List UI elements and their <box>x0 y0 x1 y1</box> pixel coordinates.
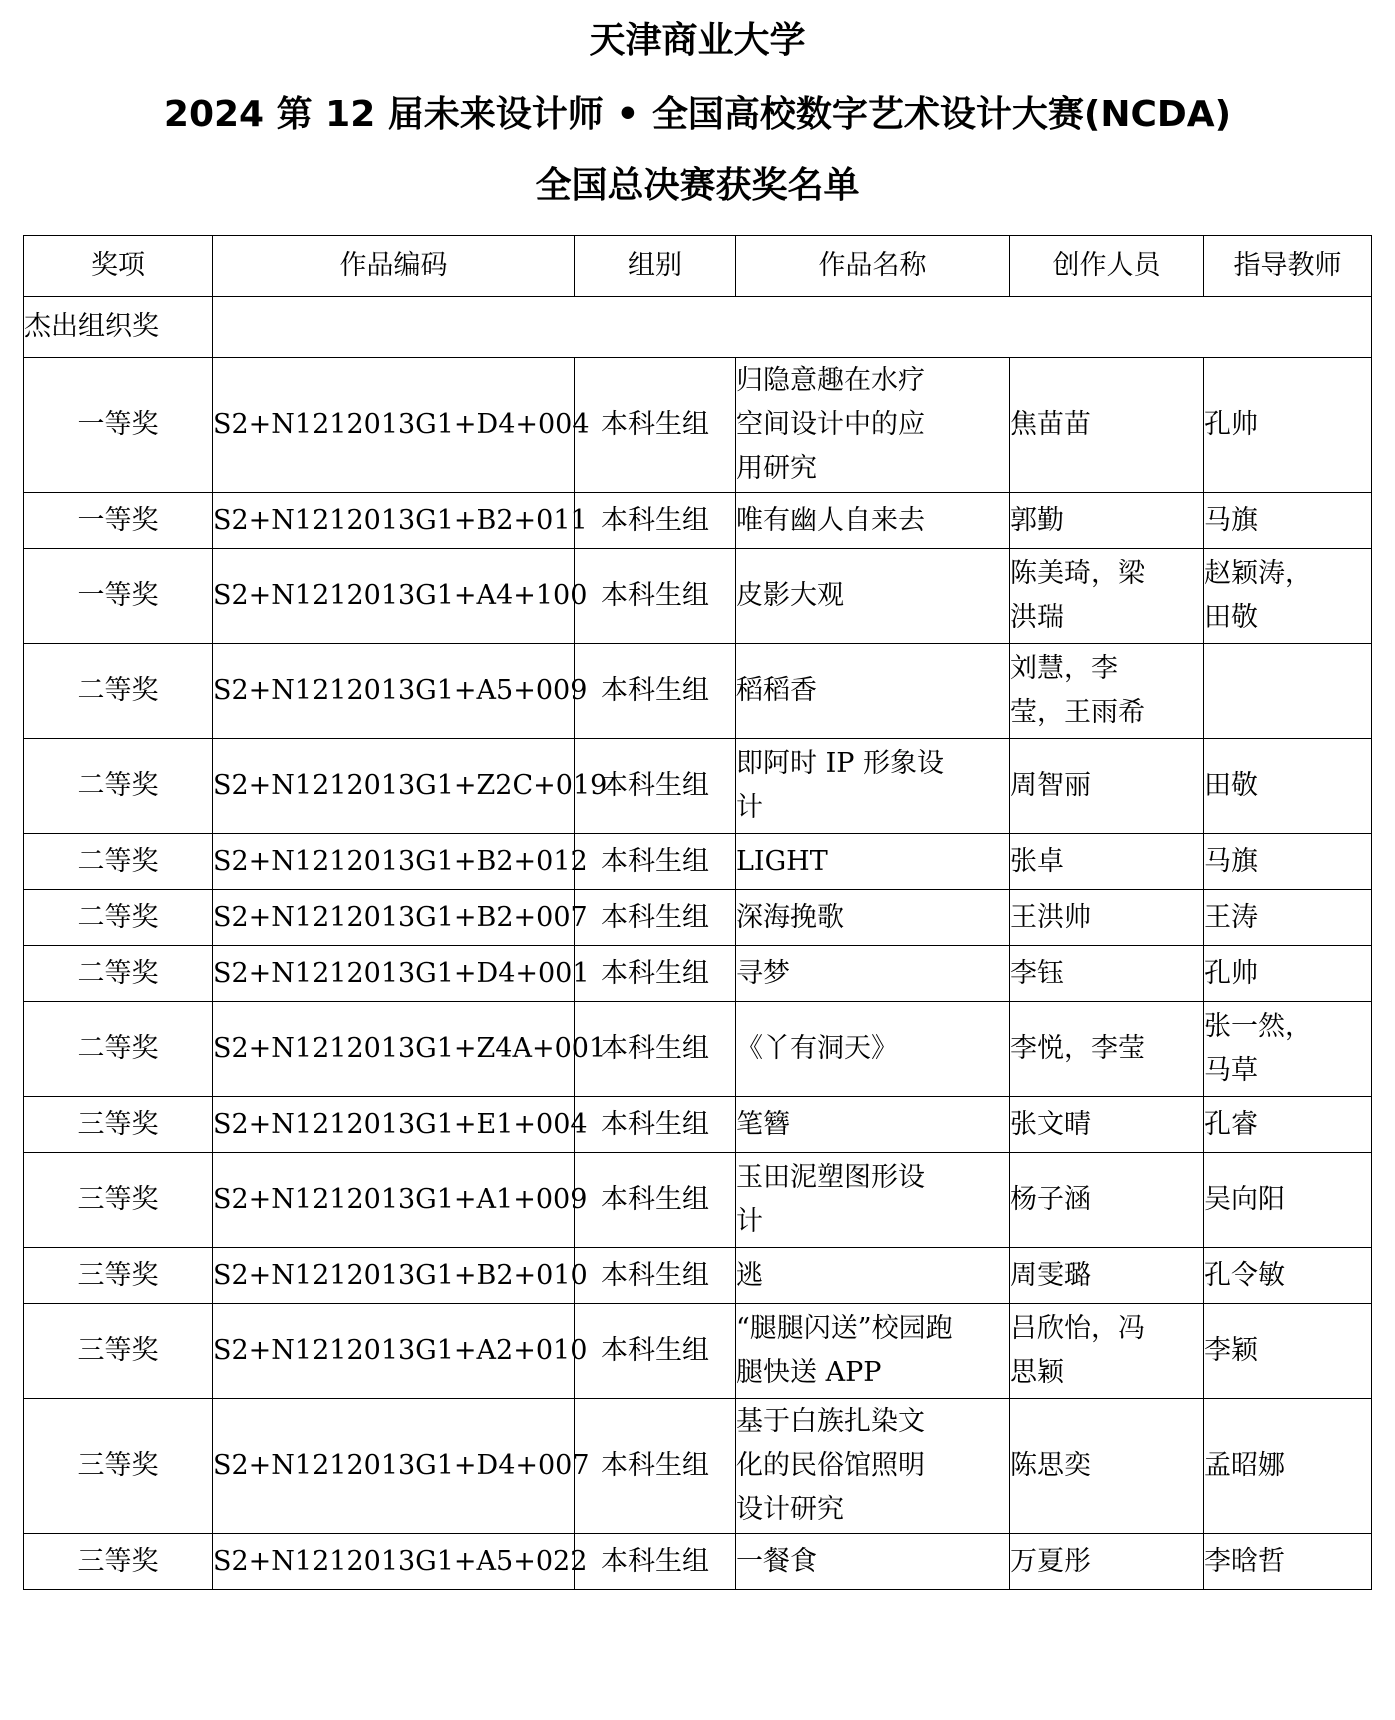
code-cell: S2+N1212013G1+E1+004 <box>213 1097 575 1153</box>
work-name-cell-line: 空间设计中的应 <box>736 409 925 440</box>
work-name-cell <box>736 549 1010 644</box>
table-row <box>24 1248 1372 1304</box>
column-header-work-name: 作品名称 <box>736 236 1010 297</box>
work-name-cell <box>736 1002 1010 1097</box>
teachers-cell-line: 田敬 <box>1204 602 1258 633</box>
creators-cell <box>1010 1153 1204 1248</box>
teachers-cell-line: 马草 <box>1204 1055 1258 1086</box>
award-cell: 三等奖 <box>24 1534 213 1590</box>
work-name-cell-line: 用研究 <box>736 453 817 484</box>
creators-cell <box>1010 493 1204 549</box>
creators-cell <box>1010 549 1204 644</box>
table-row <box>24 890 1372 946</box>
code-cell: S2+N1212013G1+B2+007 <box>213 890 575 946</box>
table-row <box>24 358 1372 493</box>
code-cell: S2+N1212013G1+B2+011 <box>213 493 575 549</box>
group-cell: 本科生组 <box>575 493 736 549</box>
creators-cell <box>1010 946 1204 1002</box>
creators-cell-line: 杨子涵 <box>1010 1184 1091 1215</box>
code-cell: S2+N1212013G1+D4+001 <box>213 946 575 1002</box>
group-cell: 本科生组 <box>575 549 736 644</box>
code-cell: S2+N1212013G1+A5+009 <box>213 644 575 739</box>
competition-title: 2024 第 12 届未来设计师 • 全国高校数字艺术设计大赛(NCDA) <box>163 94 1232 135</box>
work-name-cell <box>736 1153 1010 1248</box>
table-row <box>24 1002 1372 1097</box>
work-name-cell-line: 玉田泥塑图形设 <box>736 1162 925 1193</box>
section-label: 杰出组织奖 <box>24 297 213 358</box>
creators-cell-line: 张文晴 <box>1010 1108 1091 1140</box>
code-cell: S2+N1212013G1+Z2C+019 <box>213 739 575 834</box>
teachers-cell-line: 孔帅 <box>1204 957 1258 989</box>
teachers-cell-line: 孔睿 <box>1204 1108 1258 1140</box>
column-header-group: 组别 <box>575 236 736 297</box>
creators-cell-line: 王洪帅 <box>1010 901 1091 933</box>
work-name-cell <box>736 1097 1010 1153</box>
award-cell: 三等奖 <box>24 1097 213 1153</box>
award-cell: 三等奖 <box>24 1399 213 1534</box>
table-row <box>24 1097 1372 1153</box>
teachers-cell <box>1204 1304 1372 1399</box>
code-cell: S2+N1212013G1+D4+007 <box>213 1399 575 1534</box>
teachers-cell <box>1204 890 1372 946</box>
creators-cell-line: 思颖 <box>1010 1357 1064 1388</box>
award-cell: 二等奖 <box>24 739 213 834</box>
table-row <box>24 946 1372 1002</box>
teachers-cell-line: 孟昭娜 <box>1204 1450 1285 1481</box>
code-cell: S2+N1212013G1+A1+009 <box>213 1153 575 1248</box>
group-cell: 本科生组 <box>575 358 736 493</box>
group-cell: 本科生组 <box>575 946 736 1002</box>
table-row <box>24 1399 1372 1534</box>
work-name-cell-line: 笔簪 <box>736 1108 790 1140</box>
creators-cell-line: 周智丽 <box>1010 770 1091 801</box>
table-row <box>24 644 1372 739</box>
work-name-cell <box>736 1248 1010 1304</box>
table-row <box>24 1534 1372 1590</box>
list-title: 全国总决赛获奖名单 <box>535 165 860 206</box>
work-name-cell <box>736 358 1010 493</box>
group-cell: 本科生组 <box>575 1534 736 1590</box>
creators-cell-line: 李钰 <box>1010 957 1064 989</box>
group-cell: 本科生组 <box>575 1248 736 1304</box>
award-cell: 一等奖 <box>24 358 213 493</box>
column-header-creators: 创作人员 <box>1010 236 1204 297</box>
work-name-cell-line: 唯有幽人自来去 <box>736 504 925 536</box>
creators-cell-line: 万夏彤 <box>1010 1545 1091 1577</box>
work-name-cell <box>736 946 1010 1002</box>
table-row <box>24 549 1372 644</box>
column-header-award: 奖项 <box>24 236 213 297</box>
teachers-cell-line: 王涛 <box>1204 901 1258 933</box>
section-row <box>24 297 1372 358</box>
award-cell: 二等奖 <box>24 890 213 946</box>
teachers-cell <box>1204 946 1372 1002</box>
award-cell: 一等奖 <box>24 549 213 644</box>
creators-cell-line: 张卓 <box>1010 845 1064 877</box>
creators-cell-line: 郭勤 <box>1010 504 1064 536</box>
work-name-cell <box>736 1304 1010 1399</box>
work-name-cell <box>736 739 1010 834</box>
teachers-cell-line: 吴向阳 <box>1204 1184 1285 1215</box>
work-name-cell-line: 化的民俗馆照明 <box>736 1450 925 1481</box>
teachers-cell-line: 赵颖涛， <box>1204 558 1312 589</box>
creators-cell-line: 陈思奕 <box>1010 1450 1091 1481</box>
teachers-cell-line: 马旗 <box>1204 504 1258 536</box>
teachers-cell <box>1204 549 1372 644</box>
work-name-cell-line: 寻梦 <box>736 957 790 989</box>
table-row <box>24 1304 1372 1399</box>
creators-cell-line: 陈美琦，梁 <box>1010 558 1145 589</box>
creators-cell <box>1010 1248 1204 1304</box>
award-cell: 一等奖 <box>24 493 213 549</box>
awards-table <box>23 235 1372 1590</box>
teachers-cell <box>1204 1534 1372 1590</box>
creators-cell <box>1010 1304 1204 1399</box>
work-name-cell-line: 腿快送 APP <box>736 1357 882 1388</box>
teachers-cell-line: 张一然， <box>1204 1011 1312 1042</box>
work-name-cell <box>736 834 1010 890</box>
award-cell: 三等奖 <box>24 1248 213 1304</box>
creators-cell-line: 莹，王雨希 <box>1010 697 1145 728</box>
teachers-cell <box>1204 1248 1372 1304</box>
work-name-cell <box>736 493 1010 549</box>
group-cell: 本科生组 <box>575 834 736 890</box>
code-cell: S2+N1212013G1+A2+010 <box>213 1304 575 1399</box>
table-row <box>24 834 1372 890</box>
work-name-cell-line: 《丫有洞天》 <box>736 1033 898 1064</box>
award-cell: 二等奖 <box>24 946 213 1002</box>
teachers-cell <box>1204 1002 1372 1097</box>
work-name-cell-line: 一餐食 <box>736 1545 817 1577</box>
teachers-cell-line: 李颖 <box>1204 1335 1258 1366</box>
teachers-cell <box>1204 1399 1372 1534</box>
creators-cell <box>1010 358 1204 493</box>
creators-cell <box>1010 1399 1204 1534</box>
teachers-cell-line: 孔帅 <box>1204 409 1258 440</box>
teachers-cell-line: 孔令敏 <box>1204 1259 1285 1291</box>
creators-cell <box>1010 644 1204 739</box>
work-name-cell-line: 深海挽歌 <box>736 901 844 933</box>
teachers-cell-line: 田敬 <box>1204 770 1258 801</box>
creators-cell <box>1010 1002 1204 1097</box>
work-name-cell-line: 即阿时 IP 形象设 <box>736 748 944 779</box>
work-name-cell-line: 计 <box>736 1206 763 1237</box>
group-cell: 本科生组 <box>575 1002 736 1097</box>
work-name-cell-line: 稻稻香 <box>736 675 817 706</box>
university-title: 天津商业大学 <box>589 20 806 61</box>
work-name-cell-line: “腿腿闪送”校园跑 <box>736 1313 953 1344</box>
table-row <box>24 739 1372 834</box>
award-cell: 二等奖 <box>24 1002 213 1097</box>
work-name-cell-line: 计 <box>736 792 763 823</box>
code-cell: S2+N1212013G1+D4+004 <box>213 358 575 493</box>
teachers-cell <box>1204 493 1372 549</box>
teachers-cell <box>1204 1153 1372 1248</box>
work-name-cell <box>736 644 1010 739</box>
creators-cell <box>1010 834 1204 890</box>
award-cell: 三等奖 <box>24 1153 213 1248</box>
column-header-teachers: 指导教师 <box>1204 236 1372 297</box>
creators-cell-line: 焦苗苗 <box>1010 409 1091 440</box>
group-cell: 本科生组 <box>575 1153 736 1248</box>
table-row <box>24 493 1372 549</box>
group-cell: 本科生组 <box>575 1399 736 1534</box>
award-cell: 三等奖 <box>24 1304 213 1399</box>
work-name-cell <box>736 1399 1010 1534</box>
award-cell: 二等奖 <box>24 644 213 739</box>
code-cell: S2+N1212013G1+A4+100 <box>213 549 575 644</box>
code-cell: S2+N1212013G1+Z4A+001 <box>213 1002 575 1097</box>
award-cell: 二等奖 <box>24 834 213 890</box>
table-row <box>24 1153 1372 1248</box>
group-cell: 本科生组 <box>575 1097 736 1153</box>
code-cell: S2+N1212013G1+B2+010 <box>213 1248 575 1304</box>
group-cell: 本科生组 <box>575 739 736 834</box>
work-name-cell-line: LIGHT <box>736 845 828 877</box>
creators-cell-line: 洪瑞 <box>1010 602 1064 633</box>
code-cell: S2+N1212013G1+A5+022 <box>213 1534 575 1590</box>
creators-cell <box>1010 1097 1204 1153</box>
work-name-cell-line: 基于白族扎染文 <box>736 1406 925 1437</box>
work-name-cell-line: 皮影大观 <box>736 580 844 611</box>
work-name-cell-line: 归隐意趣在水疗 <box>736 365 925 396</box>
teachers-cell <box>1204 739 1372 834</box>
teachers-cell <box>1204 1097 1372 1153</box>
work-name-cell-line: 设计研究 <box>736 1494 844 1525</box>
code-cell: S2+N1212013G1+B2+012 <box>213 834 575 890</box>
work-name-cell <box>736 1534 1010 1590</box>
teachers-cell-line: 马旗 <box>1204 845 1258 877</box>
section-empty-cell <box>213 297 1372 358</box>
teachers-cell-line: 李晗哲 <box>1204 1545 1285 1577</box>
column-header-code: 作品编码 <box>213 236 575 297</box>
creators-cell <box>1010 890 1204 946</box>
creators-cell <box>1010 1534 1204 1590</box>
teachers-cell <box>1204 358 1372 493</box>
teachers-cell <box>1204 644 1372 739</box>
creators-cell-line: 刘慧，李 <box>1010 653 1118 684</box>
group-cell: 本科生组 <box>575 890 736 946</box>
table-header-row <box>24 236 1372 297</box>
creators-cell-line: 李悦，李莹 <box>1010 1033 1145 1064</box>
group-cell: 本科生组 <box>575 644 736 739</box>
work-name-cell-line: 逃 <box>736 1259 763 1291</box>
group-cell: 本科生组 <box>575 1304 736 1399</box>
work-name-cell <box>736 890 1010 946</box>
creators-cell <box>1010 739 1204 834</box>
teachers-cell <box>1204 834 1372 890</box>
creators-cell-line: 周雯璐 <box>1010 1259 1091 1291</box>
creators-cell-line: 吕欣怡，冯 <box>1010 1313 1145 1344</box>
